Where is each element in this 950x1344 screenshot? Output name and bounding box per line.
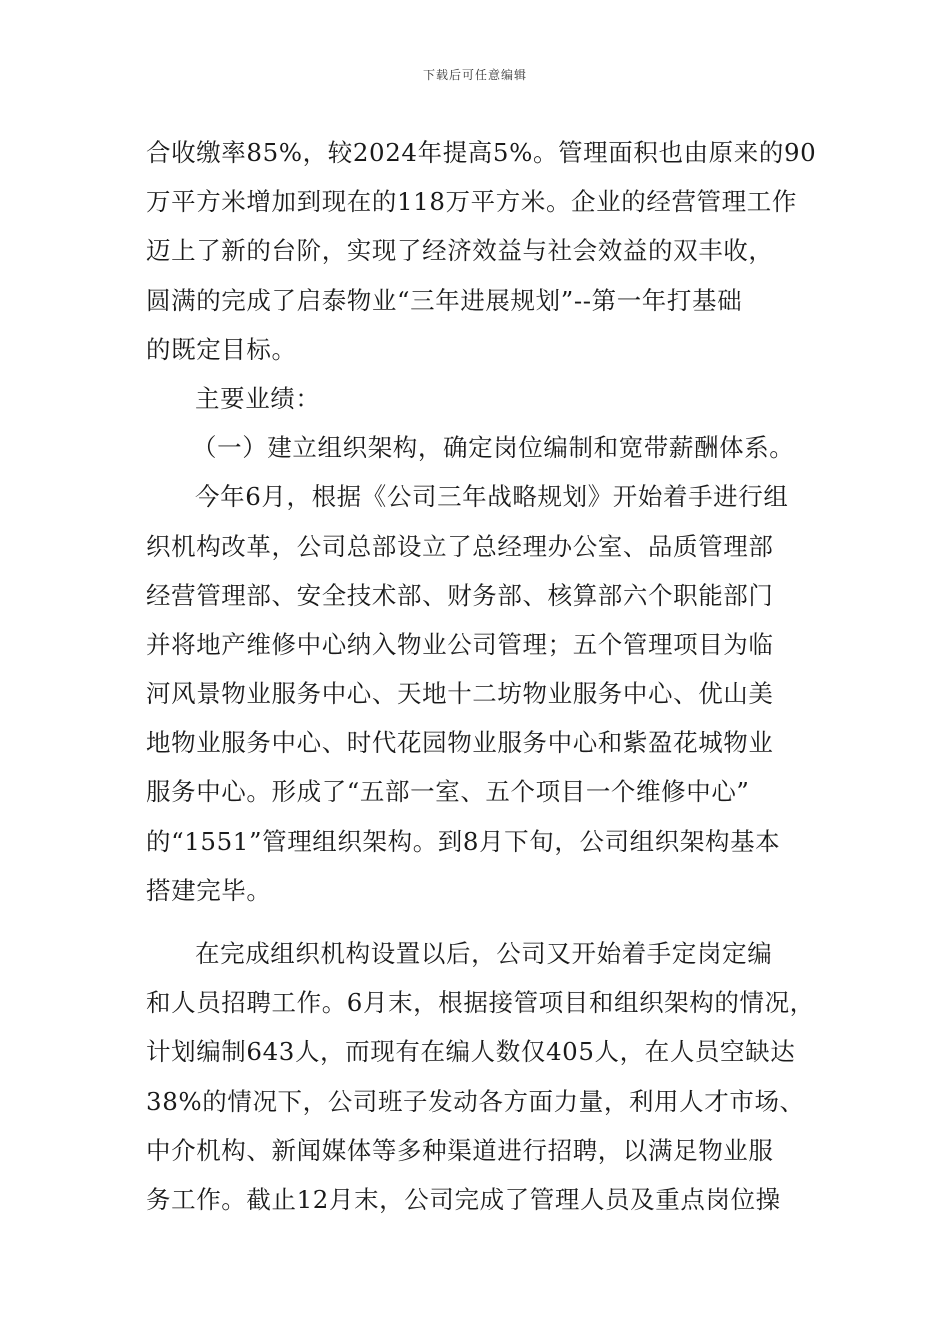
paragraph-1-line: 万平方米增加到现在的118万平方米。企业的经营管理工作: [146, 187, 797, 217]
paragraph-1-line: 的既定目标。: [146, 334, 297, 364]
paragraph-5-line: 中介机构、新闻媒体等多种渠道进行招聘，以满足物业服: [146, 1135, 774, 1165]
paragraph-4-line: 织机构改革，公司总部设立了总经理办公室、品质管理部: [146, 531, 774, 561]
paragraph-4-line: 地物业服务中心、时代花园物业服务中心和紫盈花城物业: [146, 728, 774, 758]
paragraph-4-line: 河风景物业服务中心、天地十二坊物业服务中心、优山美: [146, 679, 774, 709]
paragraph-5-line: 38%的情况下，公司班子发动各方面力量，利用人才市场、: [146, 1086, 805, 1116]
paragraph-4-line: 服务中心。形成了“五部一室、五个项目一个维修中心”: [146, 777, 750, 807]
paragraph-5-line: 在完成组织机构设置以后，公司又开始着手定岗定编: [195, 939, 773, 968]
paragraph-4-line: 并将地产维修中心纳入物业公司管理；五个管理项目为临: [146, 629, 774, 659]
subsection-heading-1: （一）建立组织架构，确定岗位编制和宽带薪酬体系。: [192, 433, 795, 463]
paragraph-4-line: 搭建完毕。: [146, 875, 272, 905]
section-heading-main-achievements: 主要业绩：: [195, 383, 321, 413]
paragraph-4-line: 今年6月，根据《公司三年战略规划》开始着手进行组: [195, 482, 789, 512]
paragraph-5-line: 计划编制643人，而现有在编人数仅405人，在人员空缺达: [146, 1037, 796, 1067]
paragraph-1-line: 圆满的完成了启泰物业“三年进展规划”--第一年打基础: [146, 285, 743, 315]
document-body: [146, 128, 817, 1224]
paragraph-1-line: 合收缴率85%，较2024年提高5%。管理面积也由原来的90: [146, 138, 817, 167]
paragraph-4-line: 的“1551”管理组织架构。到8月下旬，公司组织架构基本: [146, 826, 781, 856]
paragraph-spacer: [146, 915, 810, 929]
header-note: 下载后可任意编辑: [422, 68, 527, 82]
paragraph-1-line: 迈上了新的台阶，实现了经济效益与社会效益的双丰收，: [146, 236, 774, 266]
paragraph-5-line: 和人员招聘工作。6月末，根据接管项目和组织架构的情况，: [146, 988, 815, 1018]
paragraph-4-line: 经营管理部、安全技术部、财务部、核算部六个职能部门: [146, 580, 774, 610]
paragraph-5-line: 务工作。截止12月末，公司完成了管理人员及重点岗位操: [146, 1184, 781, 1214]
